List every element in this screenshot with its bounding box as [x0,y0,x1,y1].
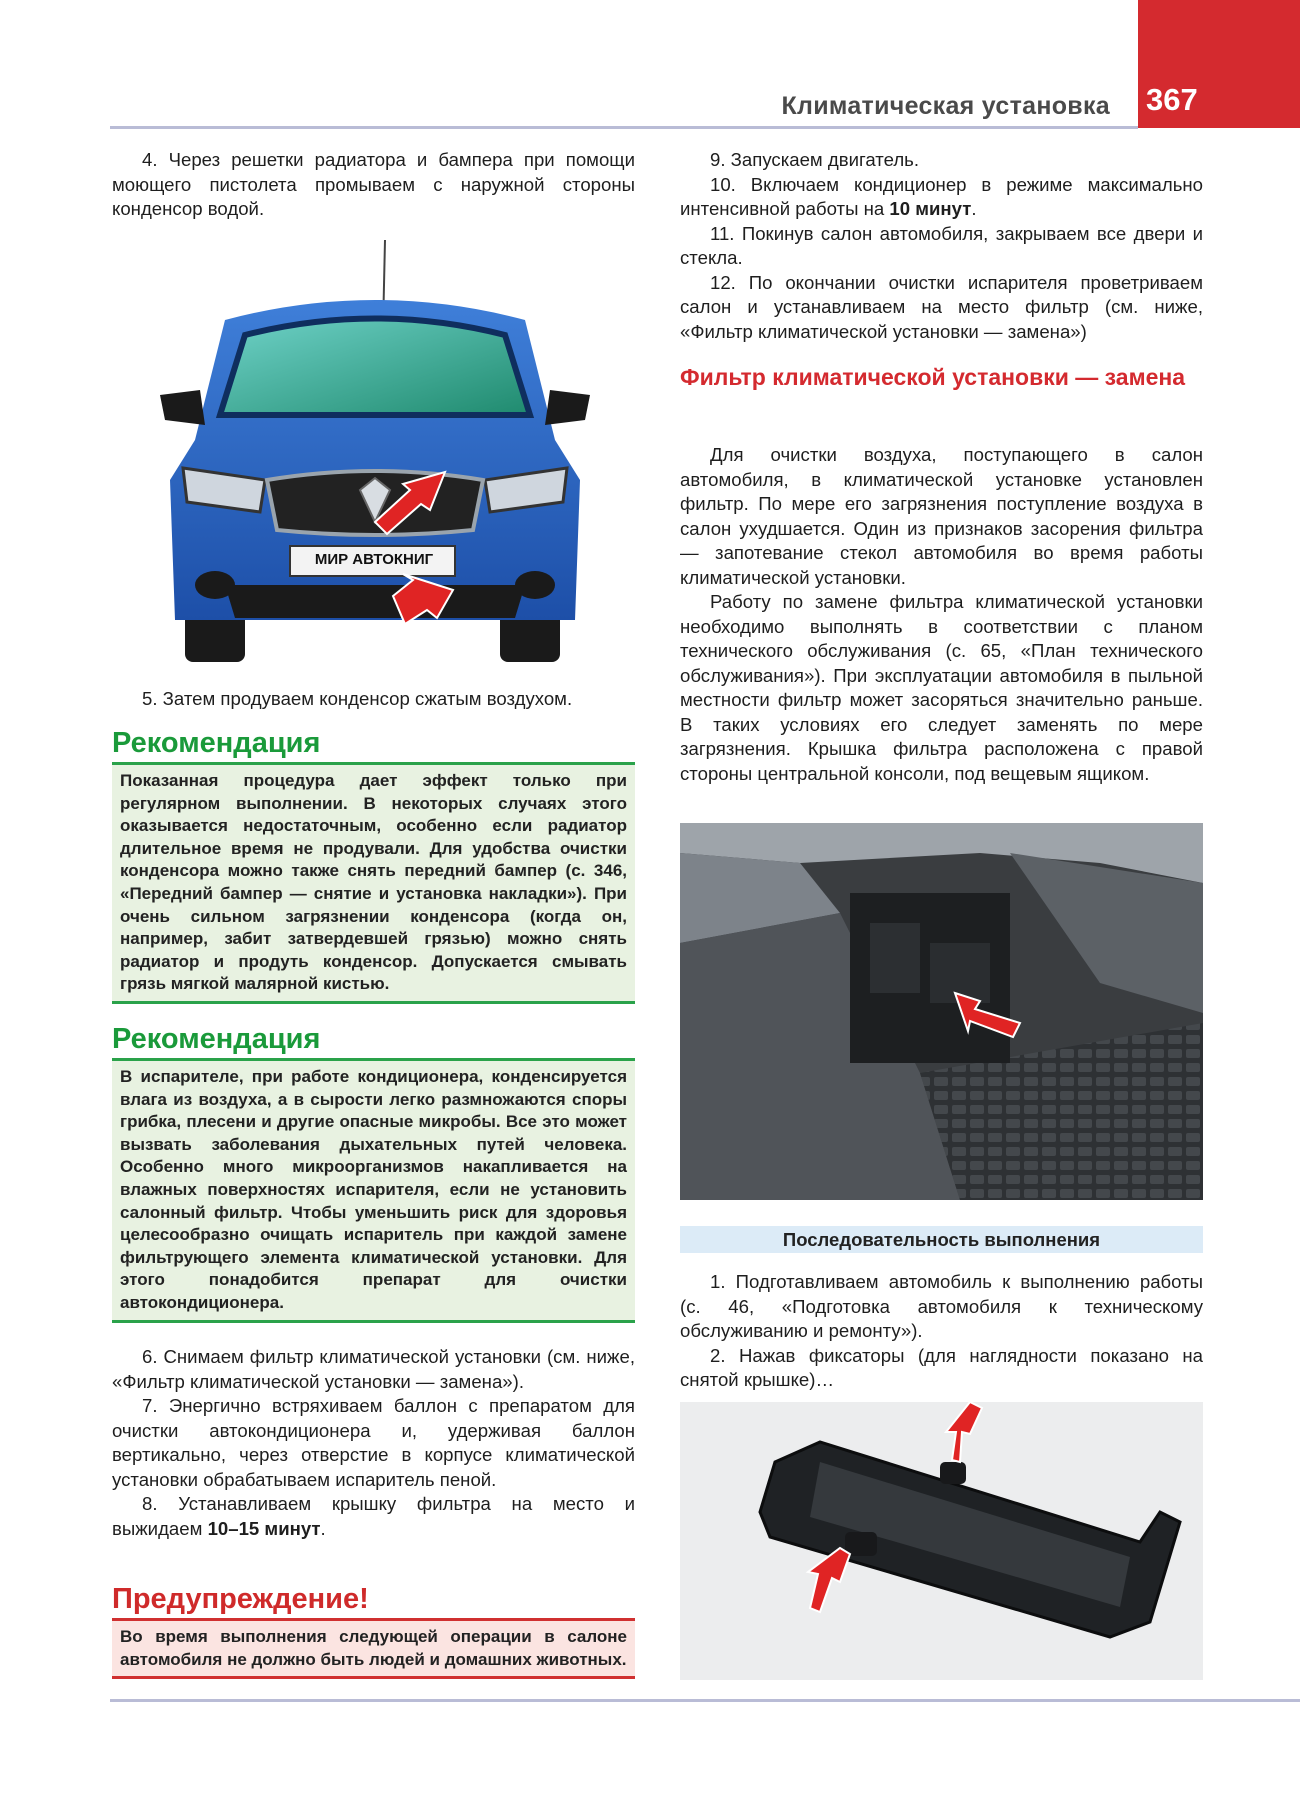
step-6-text: 6. Снимаем фильтр климатической установки (см. ниже, «Фильтр климатической установки — замена»). [112,1346,635,1392]
header-rule [110,126,1138,129]
step-10-text [680,173,1203,222]
step-10-pre: 10. Включаем кондиционер в режиме максимально интенсивной работы на [680,173,1203,219]
step-11-text: 11. Покинув салон автомобиля, закрываем все двери и стекла. [680,222,1203,268]
steps-9-12 [680,148,1203,344]
sequence-label: Последовательность выполнения [680,1226,1203,1253]
step-10-post: . [971,198,977,219]
step-10-bold: 10 минут [889,198,972,219]
step-8-pre: 8. Устанавливаем крышку фильтра на место и выжидаем [112,1493,635,1539]
car-illustration [155,240,595,665]
filter-description [680,443,1203,786]
warning-title: Предупреждение! [112,1583,369,1615]
steps-6-8 [112,1345,635,1541]
page-number: 367 [1146,82,1198,117]
recommendation-1-text: Показанная процедура дает эффект только при регулярном выполнении. В некоторых случаях этого оказывается недостаточным, особенно если радиатор длительное время не продували. Для удобства очистки конденсора можно также снять передний бампер (с. 346, «Передний бампер — снятие и установка накладки»). При очень сильном загрязнении конденсора (когда он, например, забит затвердевшей грязью) можно снять радиатор и продуть конденсор. Допускается смывать грязь мягкой малярной кистью. [112,762,635,1004]
section-heading-filter: Фильтр климатической установки — замена [680,364,1186,390]
recommendation-1-title: Рекомендация [112,727,321,759]
step-8-bold: 10–15 минут [207,1517,321,1539]
warning [112,1583,635,1679]
car-front-photo [155,240,595,665]
seq-step-2-text: 2. Нажав фиксаторы (для наглядности показано на снятой крышке)… [680,1344,1203,1390]
interior-photo [680,823,1203,1200]
interior-illustration [680,823,1203,1200]
seq-step-1-text: 1. Подготавливаем автомобиль к выполнению работы (с. 46, «Подготовка автомобиля к техническому обслуживанию и ремонту»). [680,1271,1203,1341]
warning-text: Во время выполнения следующей операции в салоне автомобиля не должно быть людей и домашних животных. [112,1618,635,1679]
recommendation-2-text: В испарителе, при работе кондиционера, конденсируется влага из воздуха, а в сырости легко размножаются споры грибка, плесени и другие опасные микробы. Все это может вызвать заболевания дыхательных путей человека. Особенно много микроорганизмов накапливается на влажных поверхностях испарителя, если не установить салонный фильтр. Чтобы уменьшить риск для здоровья целесообразно очищать испаритель при каждой замене фильтрующего элемента климатической установки. Для этого понадобится препарат для очистки автокондиционера. [112,1058,635,1323]
filter-cover-photo [680,1402,1203,1680]
filter-para-1: Для очистки воздуха, поступающего в салон автомобиля, в климатической установке установлен фильтр. По мере его загрязнения поступление воздуха в салон ухудшается. Один из признаков засорения фильтра — запотевание стекол автомобиля во время работы климатической установки. [680,444,1203,588]
footer-rule [110,1699,1300,1702]
step-12-text: 12. По окончании очистки испарителя проветриваем салон и устанавливаем на место фильтр (см. ниже, «Фильтр климатической установки — замена») [680,271,1203,342]
filter-cover-illustration [680,1402,1203,1680]
running-header-title: Климатическая установка [781,92,1110,120]
recommendation-2 [112,1023,635,1323]
step-4-text: 4. Через решетки радиатора и бампера при помощи моющего пистолета промываем с наружной стороны конденсор водой. [112,149,635,219]
step-9-text: 9. Запускаем двигатель. [710,149,920,170]
recommendation-1 [112,727,635,1004]
step-4 [112,148,635,222]
step-5-text: 5. Затем продуваем конденсор сжатым воздухом. [142,688,573,709]
step-7-text: 7. Энергично встряхиваем баллон с препаратом для очистки автокондиционера и, удерживая баллон вертикально, через отверстие в корпусе климатической установки обрабатываем испаритель пеной. [112,1395,635,1490]
step-8-post: . [320,1517,326,1539]
sequence-steps [680,1270,1203,1393]
car-plate-text: МИР АВТОКНИГ [314,551,434,568]
step-8-text [112,1492,635,1541]
filter-para-2: Работу по замене фильтра климатической установки необходимо выполнять в соответствии с планом технического обслуживания (с. 65, «План технического обслуживания»). При эксплуатации автомобиля в пыльной местности фильтр может засоряться значительно раньше. В таких условиях его следует заменять по мере загрязнения. Крышка фильтра расположена с правой стороны центральной консоли, под вещевым ящиком. [680,591,1203,784]
recommendation-2-title: Рекомендация [112,1023,321,1055]
step-5 [112,687,635,712]
